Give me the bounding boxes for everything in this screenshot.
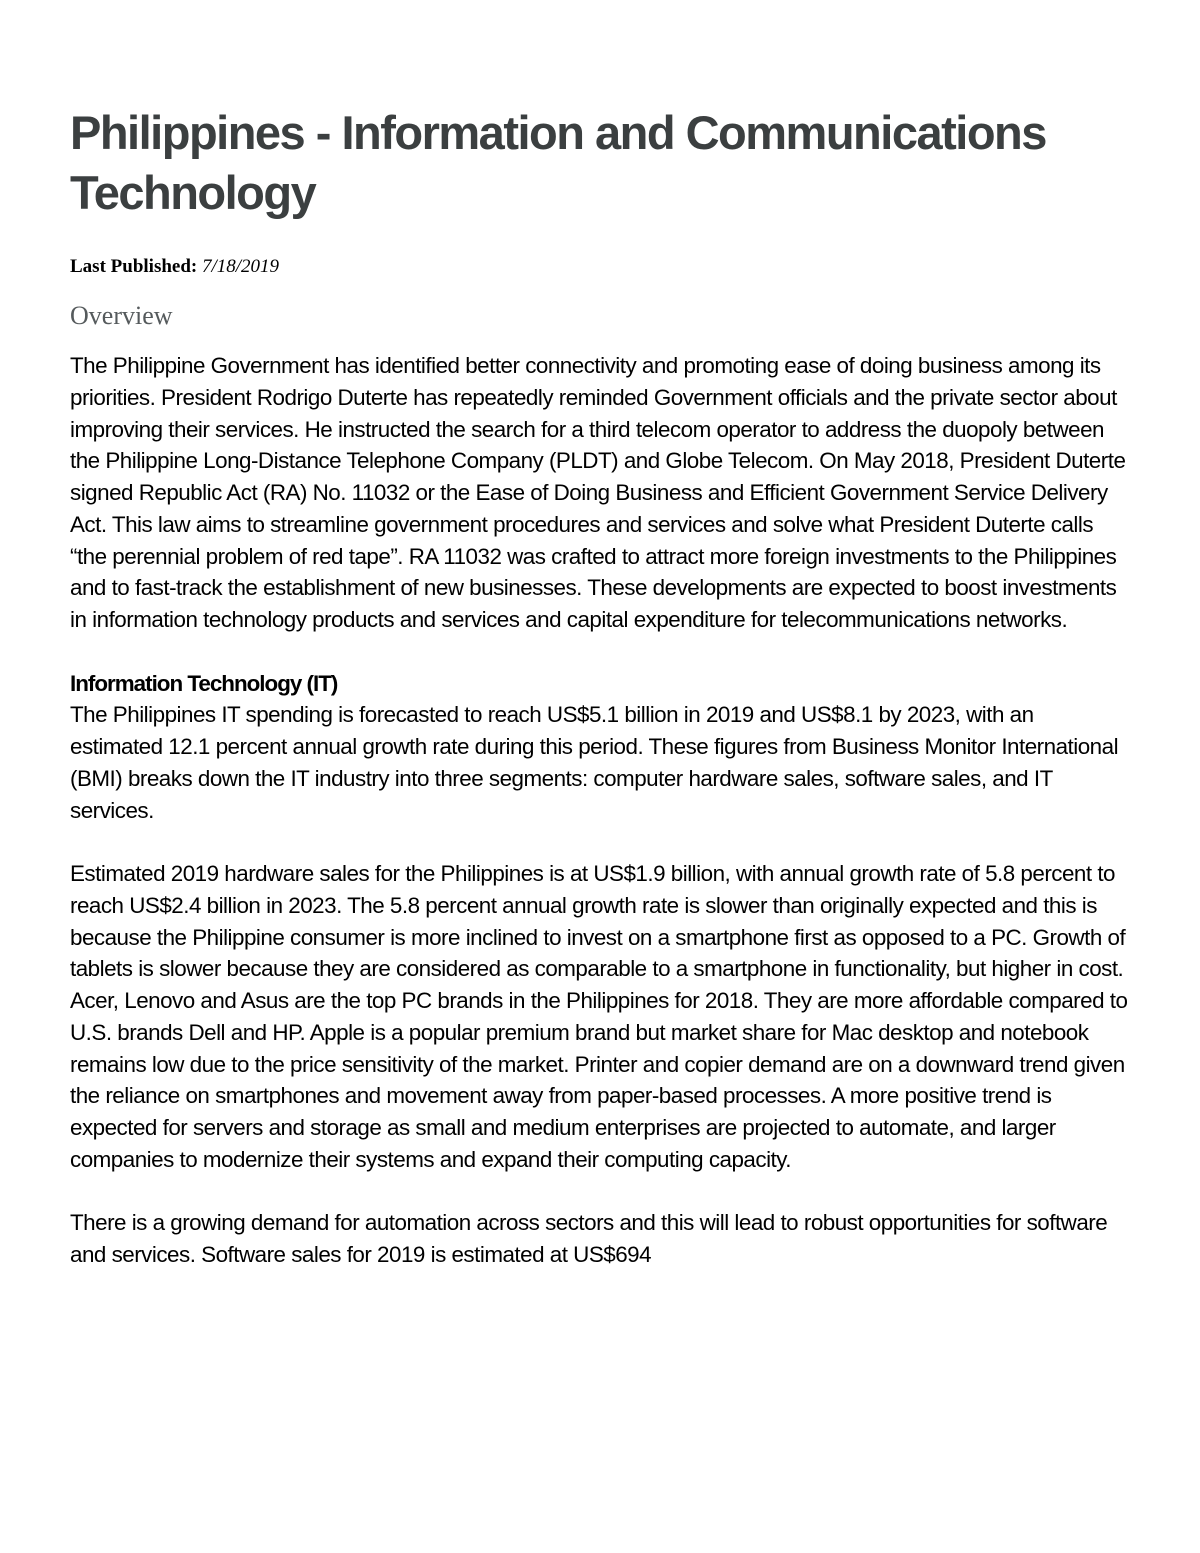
it-paragraph-hardware: Estimated 2019 hardware sales for the Philippines is at US$1.9 billion, with annual growth rate of 5.8 percent to reach US$2.4 billion in 2023. The 5.8 percent annual growth rate is slower than originally expected and this is because the Philippine consumer is more inclined to invest on a smartphone first as opposed to a PC. Growth of tablets is slower because they are considered as comparable to a smartphone in functionality, but higher in cost. Acer, Lenovo and Asus are the top PC brands in the Philippines for 2018. They are more affordable compared to U.S. brands Dell and HP. Apple is a popular premium brand but market share for Mac desktop and notebook remains low due to the price sensitivity of the market. Printer and copier demand are on a downward trend given the reliance on smartphones and movement away from paper-based processes. A more positive trend is expected for servers and storage as small and medium enterprises are projected to automate, and larger companies to modernize their systems and expand their computing capacity.	[70, 861, 1128, 1172]
page-title: Philippines - Information and Communications Technology	[70, 106, 1046, 219]
document-page	[70, 100, 1130, 1271]
overview-heading: Overview	[70, 301, 173, 330]
overview-paragraph: The Philippine Government has identified better connectivity and promoting ease of doing business among its priorities. President Rodrigo Duterte has repeatedly reminded Government officials and the private sector about improving their services. He instructed the search for a third telecom operator to address the duopoly between the Philippine Long-Distance Telephone Company (PLDT) and Globe Telecom. On May 2018, President Duterte signed Republic Act (RA) No. 11032 or the Ease of Doing Business and Efficient Government Service Delivery Act. This law aims to streamline government procedures and services and solve what President Duterte calls “the perennial problem of red tape”. RA 11032 was crafted to attract more foreign investments to the Philippines and to fast-track the establishment of new businesses. These developments are expected to boost investments in information technology products and services and capital expenditure for telecommunications networks.	[70, 353, 1126, 632]
it-paragraph-spending: The Philippines IT spending is forecasted to reach US$5.1 billion in 2019 and US$8.1 by 2023, with an estimated 12.1 percent annual growth rate during this period. These figures from Business Monitor International (BMI) breaks down the IT industry into three segments: computer hardware sales, software sales, and IT services.	[70, 702, 1119, 823]
it-section-heading: Information Technology (IT)	[70, 670, 338, 696]
publish-info	[70, 255, 1130, 279]
last-published-date: 7/18/2019	[201, 256, 280, 277]
it-paragraph-software: There is a growing demand for automation across sectors and this will lead to robust opportunities for software and services. Software sales for 2019 is estimated at US$694	[70, 1210, 1108, 1267]
last-published-label: Last Published:	[70, 256, 198, 277]
